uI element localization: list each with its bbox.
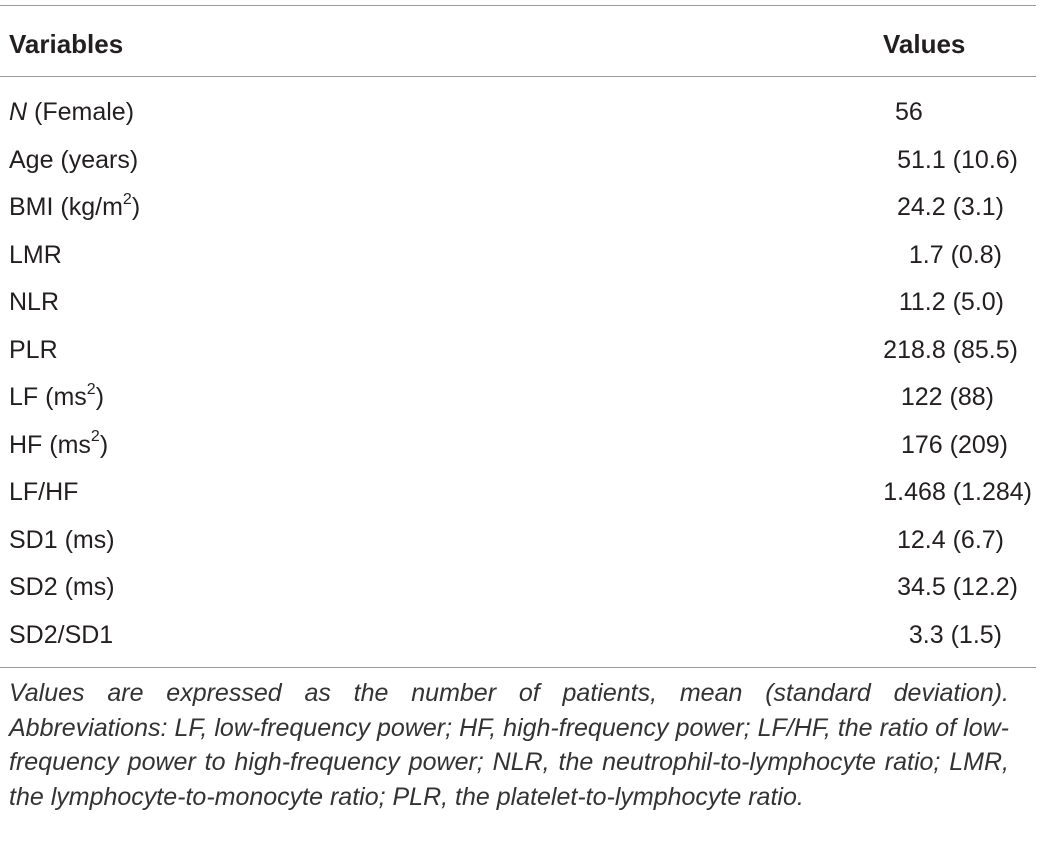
row-label: HF $(ms^2)$ bbox=[9, 428, 109, 459]
table-row bbox=[0, 373, 1036, 421]
row-label: SD2 (ms) bbox=[9, 573, 115, 601]
row-value: 51.1 (10.6) bbox=[897, 145, 1018, 174]
table-row bbox=[0, 88, 1036, 136]
row-label: SD1 (ms) bbox=[9, 525, 115, 554]
row-label: N (Female) bbox=[9, 98, 135, 126]
header-values: Values bbox=[883, 29, 966, 59]
row-value: 11.2 (5.0) bbox=[898, 288, 1004, 316]
table-row bbox=[0, 278, 1036, 326]
row-value: 56 bbox=[895, 98, 923, 126]
row-label: BMI $(kg/m^2)$ bbox=[9, 190, 141, 221]
table-row bbox=[0, 136, 1036, 184]
row-value: 176 (209) bbox=[900, 430, 1008, 459]
row-label: LF/HF bbox=[9, 478, 79, 506]
table-row bbox=[0, 611, 1036, 659]
row-value: 34.5 (12.2) bbox=[897, 573, 1018, 601]
row-label: LMR bbox=[9, 240, 62, 269]
table-row bbox=[0, 516, 1036, 564]
table-row bbox=[0, 421, 1036, 469]
table-row bbox=[0, 326, 1036, 374]
row-value: 1.468 (1.284) bbox=[883, 478, 1032, 506]
table-bottom-rule bbox=[0, 667, 1036, 668]
row-label: PLR bbox=[9, 335, 58, 364]
header-variables: Variables bbox=[9, 29, 124, 59]
row-label: NLR bbox=[9, 288, 60, 316]
table-row bbox=[0, 183, 1036, 231]
row-label: Age (years) bbox=[9, 145, 139, 174]
table-header-rule bbox=[0, 76, 1036, 77]
row-value: 3.3 (1.5) bbox=[908, 620, 1002, 649]
row-value: 218.8 (85.5) bbox=[883, 335, 1018, 364]
table-row bbox=[0, 231, 1036, 279]
row-value: 12.4 (6.7) bbox=[896, 525, 1004, 554]
row-label: LF $(ms^2)$ bbox=[9, 380, 105, 411]
row-value: 122 (88) bbox=[900, 383, 994, 411]
table-row bbox=[0, 563, 1036, 611]
table-header bbox=[0, 5, 1036, 76]
row-label: SD2/SD1 bbox=[9, 620, 114, 649]
row-value: 1.7 (0.8) bbox=[908, 240, 1002, 269]
table-footnote: Values are expressed as the number of patients, mean (standard deviation). Abbreviations: LF, low-frequency power; HF, high-frequency power; LF/HF, the ratio of low-frequency power to high-frequency power; NLR, the neutrophil-to-lymphocyte ratio; LMR, the lymphocyte-to-monocyte ratio; PLR, the platelet-to-lymphocyte ratio. bbox=[9, 679, 1009, 811]
table-row bbox=[0, 468, 1036, 516]
row-value: 24.2 (3.1) bbox=[896, 193, 1004, 221]
